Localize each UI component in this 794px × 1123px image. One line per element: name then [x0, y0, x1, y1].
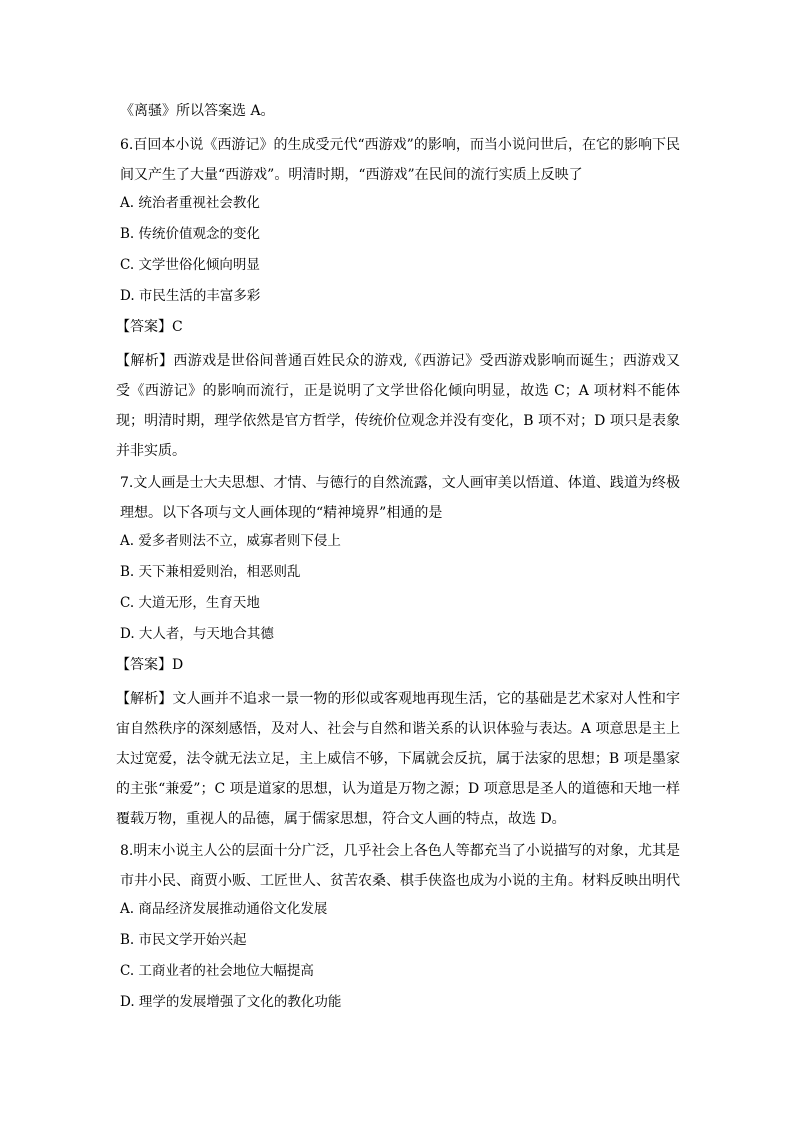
- question-8-stem: 8.明末小说主人公的层面十分广泛，几乎社会上各色人等都充当了小说描写的对象，尤其是市井小民、商贾小贩、工匠世人、贫苦农桑、棋手侠盗也成为小说的主角。材料反映出明代: [120, 843, 680, 889]
- question-7-option-d: D. 大人者，与天地合其德: [120, 626, 274, 642]
- question-6-option-a: A. 统治者重视社会教化: [120, 195, 260, 211]
- question-8-option-d: D. 理学的发展增强了文化的教化功能: [120, 994, 342, 1010]
- question-6-option-b: B. 传统价值观念的变化: [120, 226, 261, 242]
- question-6-answer: 【答案】C: [116, 319, 183, 335]
- question-8-option-a: A. 商品经济发展推动通俗文化发展: [120, 901, 328, 917]
- question-6-stem: 6.百回本小说《西游记》的生成受元代“西游戏”的影响，而当小说问世后，在它的影响下民间又产生了大量“西游戏”。明清时期，“西游戏”在民间的流行实质上反映了: [120, 137, 680, 183]
- question-7-option-b: B. 天下兼相爱则治，相恶则乱: [120, 564, 301, 580]
- question-7-analysis: 【解析】文人画并不追求一景一物的形似或客观地再现生活，它的基础是艺术家对人性和宇宙自然秩序的深刻感悟，及对人、社会与自然和谐关系的认识体验与表达。A 项意思是主上太过宽爱，法令就无法立足，主上威信不够，下属就会反抗，属于法家的思想；B 项是墨家的主张“兼爱”；C 项是道家的思想，认为道是万物之源；D 项意思是圣人的道德和天地一样覆载万物，重视人的品德，属于儒家思想，符合文人画的特点，故选 D。: [116, 691, 680, 827]
- question-8-option-b: B. 市民文学开始兴起: [120, 932, 247, 948]
- question-7-answer: 【答案】D: [116, 657, 184, 673]
- question-7-option-c: C. 大道无形，生育天地: [120, 595, 260, 611]
- document-page: [116, 100, 680, 1022]
- question-6-analysis: 【解析】西游戏是世俗间普通百姓民众的游戏,《西游记》受西游戏影响而诞生；西游戏又受《西游记》的影响而流行，正是说明了文学世俗化倾向明显，故选 C；A 项材料不能体现；明清时期，理学依然是官方哲学，传统价位观念并没有变化，B 项不对；D 项只是表象并非实质。: [116, 353, 680, 459]
- question-7-option-a: A. 爱多者则法不立，威寡者则下侵上: [120, 533, 341, 549]
- question-8-option-c: C. 工商业者的社会地位大幅提高: [120, 963, 314, 979]
- question-7-stem: 7.文人画是士大夫思想、才情、与德行的自然流露，文人画审美以悟道、体道、践道为终极理想。以下各项与文人画体现的“精神境界”相通的是: [120, 475, 680, 521]
- previous-answer-tail: 《离骚》所以答案选 A。: [120, 103, 275, 119]
- question-6-option-c: C. 文学世俗化倾向明显: [120, 257, 260, 273]
- question-6-option-d: D. 市民生活的丰富多彩: [120, 288, 261, 304]
